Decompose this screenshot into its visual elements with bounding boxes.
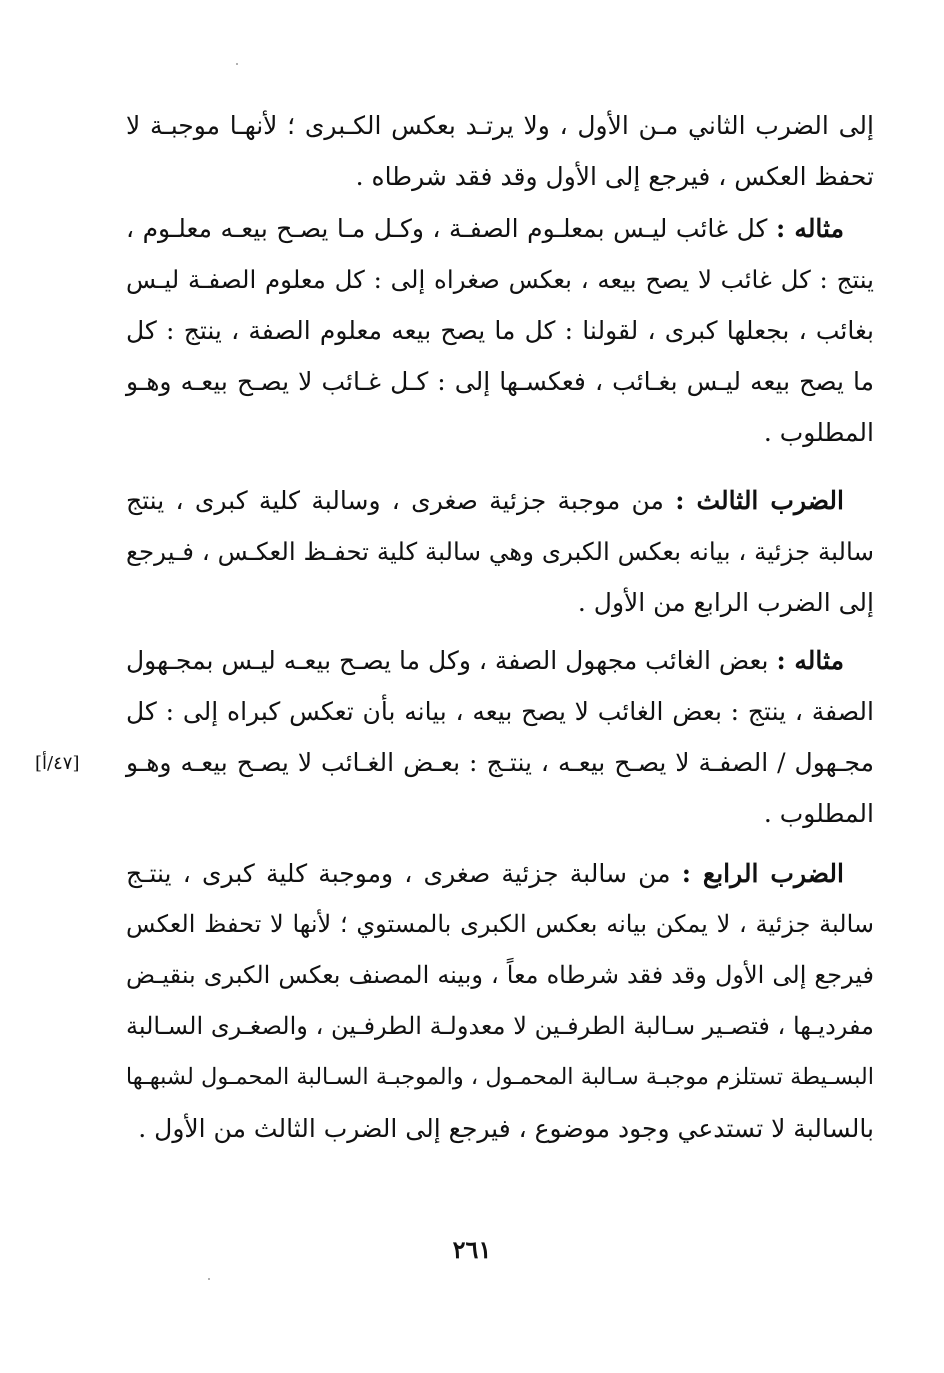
text-line [126,848,874,899]
text-line: بالسالبة لا تستدعي وجود موضوع ، فيرجع إلى الضرب الثالث من الأول . [138,1114,874,1143]
paragraph-lead: الضرب الثالث : [675,486,844,515]
text-line [126,635,874,686]
paragraph-lead: الضرب الرابع : [681,859,844,888]
text-span: كل غائب ليـس بمعلـوم الصفـة ، وكـل مـا يصـح بيعـه معلـوم ، [126,214,776,243]
text-line [126,203,874,254]
page-number: ٢٦١ [452,1235,492,1264]
paragraph-1 [126,100,874,202]
text-line: إلى الضرب الرابع من الأول . [577,588,874,617]
paragraph-3 [126,475,874,628]
manuscript-folio-reference: [٤٧/أ] [35,753,80,774]
text-line: مجـهول / الصفـة لا يصـح بيعـه ، ينتـج : بعـض الغـائب لا يصـح بيعـه وهـو [126,748,874,777]
text-line: بغائب ، بجعلها كبرى ، لقولنا : كل ما يصح بيعه معلوم الصفة ، ينتج : كل [126,316,874,345]
text-span: بعض الغائب مجهول الصفة ، وكل ما يصـح بيعـه ليـس بمجـهول [126,646,777,675]
paragraph-4 [126,635,874,839]
text-line: المطلوب . [763,418,874,447]
text-line: مفرديـها ، فتصـير سـالبة الطرفـين لا معدولـة الطرفـين ، والصغـرى السـالبة [126,1012,874,1040]
text-line [126,475,874,526]
text-line: الصفة ، ينتج : بعض الغائب لا يصح بيعه ، بيانه بأن تعكس كبراه إلى : كل [126,697,874,726]
text-line: تحفظ العكس ، فيرجع إلى الأول وقد فقد شرطاه . [355,162,874,191]
text-line: سالبة جزئية ، بيانه بعكس الكبرى وهي سالبة كلية تحفـظ العكـس ، فـيرجع [126,537,874,566]
paragraph-lead: مثاله : [775,214,844,243]
text-line: ما يصح بيعه ليـس بغـائب ، فعكسـها إلى : كـل غـائب لا يصـح بيعـه وهـو [126,367,874,396]
text-line: ينتج : كل غائب لا يصح بيعه ، بعكس صغراه إلى : كل معلوم الصفـة ليـس [126,265,874,294]
text-span: من سالبة جزئية صغرى ، وموجبة كلية كبرى ، ينتـج [126,859,682,888]
text-line: المطلوب . [763,799,874,828]
text-line: إلى الضرب الثاني مـن الأول ، ولا يرتـد بعكس الكـبرى ؛ لأنهـا موجبـة لا [126,111,874,140]
text-line: فيرجع إلى الأول وقد فقد شرطاه معاً ، وبينه المصنف بعكس الكبرى بنقيـض [126,961,874,989]
text-span: من موجبة جزئية صغرى ، وسالبة كلية كبرى ، ينتج [126,486,676,515]
paragraph-lead: مثاله : [776,646,844,675]
paragraph-5 [126,848,874,1154]
page-speck [208,1278,210,1280]
page-speck [236,63,238,65]
text-line: سالبة جزئية ، لا يمكن بيانه بعكس الكبرى بالمستوي ؛ لأنها لا تحفظ العكس [126,910,874,938]
paragraph-2 [126,203,874,458]
text-line: البسـيطة تستلزم موجبـة سـالبة المحمـول ، والموجبـة السـالبة المحمـول لشبهـها [125,1064,874,1090]
